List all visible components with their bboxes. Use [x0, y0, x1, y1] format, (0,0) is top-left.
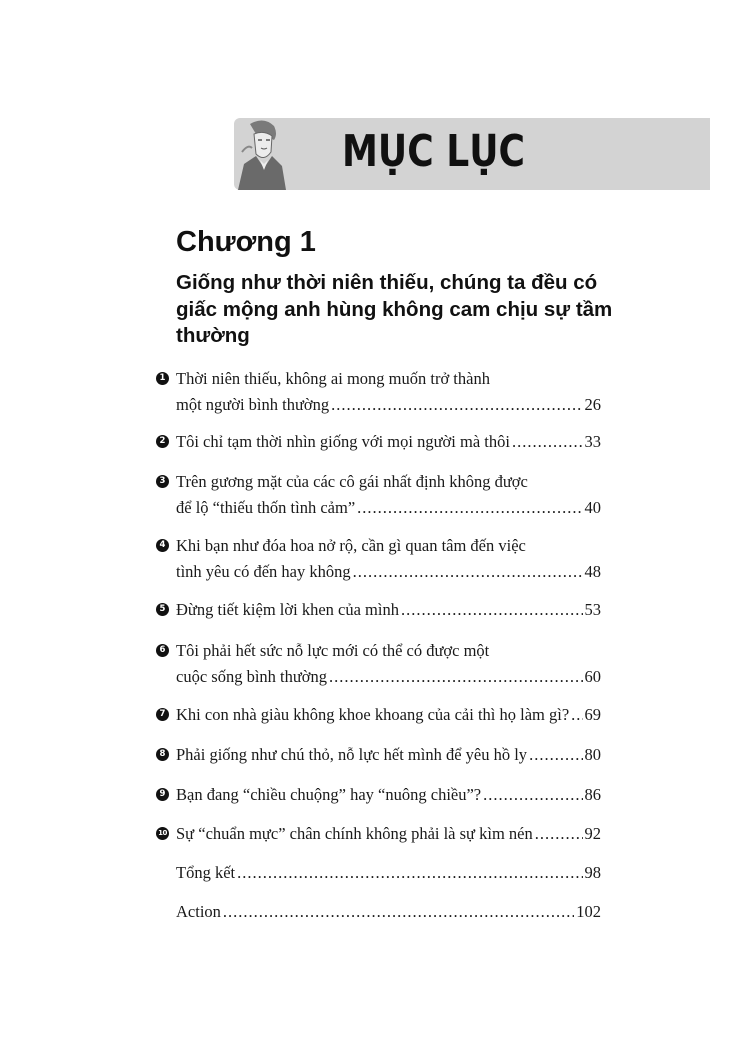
portrait-illustration — [234, 118, 290, 190]
toc-entry[interactable] — [156, 821, 601, 847]
entry-title-line: Sự “chuẩn mực” chân chính không phải là sự kìm nén — [176, 824, 533, 843]
toc-entry[interactable] — [156, 702, 601, 728]
entry-title-line: Đừng tiết kiệm lời khen của mình — [176, 600, 399, 619]
dot-leader — [353, 559, 583, 585]
entry-title-line: Tôi chỉ tạm thời nhìn giống với mọi người mà thôi — [176, 432, 510, 451]
dot-leader — [529, 742, 582, 768]
toc-entry[interactable] — [156, 533, 601, 585]
entry-title-line: Khi con nhà giàu không khoe khoang của cải thì họ làm gì? — [176, 705, 570, 724]
entry-title-line: Action — [176, 902, 221, 921]
page-number: 69 — [584, 705, 601, 724]
toc-entry[interactable] — [156, 469, 601, 521]
page-number: 26 — [584, 395, 601, 414]
dot-leader — [357, 495, 582, 521]
dot-leader — [331, 392, 582, 418]
dot-leader — [237, 860, 582, 886]
dot-leader — [571, 702, 582, 728]
toc-entry[interactable] — [156, 366, 601, 418]
page-number: 60 — [584, 667, 601, 686]
entry-number-badge: 1 — [156, 372, 169, 385]
chapter-title: Giống như thời niên thiếu, chúng ta đều có giấc mộng anh hùng không cam chịu sự tầm thường — [176, 271, 613, 347]
page-number: 40 — [584, 498, 601, 517]
toc-entry[interactable] — [156, 429, 601, 455]
entry-title-line: Tổng kết — [176, 863, 236, 882]
entry-title-line: cuộc sống bình thường — [176, 667, 328, 686]
toc-entry[interactable] — [156, 742, 601, 768]
dot-leader — [223, 899, 574, 925]
dot-leader — [512, 429, 583, 455]
entry-number-badge: 2 — [156, 435, 169, 448]
page-number: 33 — [584, 432, 601, 451]
entry-number-badge: 3 — [156, 475, 169, 488]
toc-entry-summary[interactable] — [156, 860, 601, 886]
page-number: 92 — [584, 824, 601, 843]
entry-title-line: Trên gương mặt của các cô gái nhất định không được — [176, 472, 528, 491]
dot-leader — [535, 821, 583, 847]
entry-number-badge: 6 — [156, 644, 169, 657]
dot-leader — [329, 664, 582, 690]
page-number: 80 — [584, 745, 601, 764]
toc-entry[interactable] — [156, 638, 601, 690]
entry-title-line: Khi bạn như đóa hoa nở rộ, cần gì quan tâm đến việc — [176, 536, 526, 555]
page-number: 102 — [576, 902, 601, 921]
entry-title-line: Bạn đang “chiều chuộng” hay “nuông chiều”? — [176, 785, 482, 804]
toc-entry-action[interactable] — [156, 899, 601, 925]
chapter-label: Chương 1 — [176, 226, 316, 258]
entry-number-badge: 4 — [156, 539, 169, 552]
page-title: MỤC LỤC — [342, 126, 526, 177]
page-number: 86 — [584, 785, 601, 804]
entry-number-badge: 8 — [156, 748, 169, 761]
entry-title-line: Phải giống như chú thỏ, nỗ lực hết mình để yêu hồ ly — [176, 745, 528, 764]
page-number: 98 — [584, 863, 601, 882]
entry-number-badge: 5 — [156, 603, 169, 616]
entry-number-badge: 9 — [156, 788, 169, 801]
header-banner — [234, 118, 710, 190]
dot-leader — [401, 597, 583, 623]
entry-title-line: Tôi phải hết sức nỗ lực mới có thể có được một — [176, 641, 490, 660]
entry-title-line: để lộ “thiếu thốn tình cảm” — [176, 498, 356, 517]
entry-title-line: tình yêu có đến hay không — [176, 562, 351, 581]
page-number: 48 — [584, 562, 601, 581]
entry-title-line: một người bình thường — [176, 395, 330, 414]
toc-entry[interactable] — [156, 597, 601, 623]
toc-entry[interactable] — [156, 782, 601, 808]
entry-number-badge: 7 — [156, 708, 169, 721]
page-number: 53 — [584, 600, 601, 619]
entry-title-line: Thời niên thiếu, không ai mong muốn trở thành — [176, 369, 490, 388]
entry-number-badge: 10 — [156, 827, 169, 840]
dot-leader — [483, 782, 582, 808]
